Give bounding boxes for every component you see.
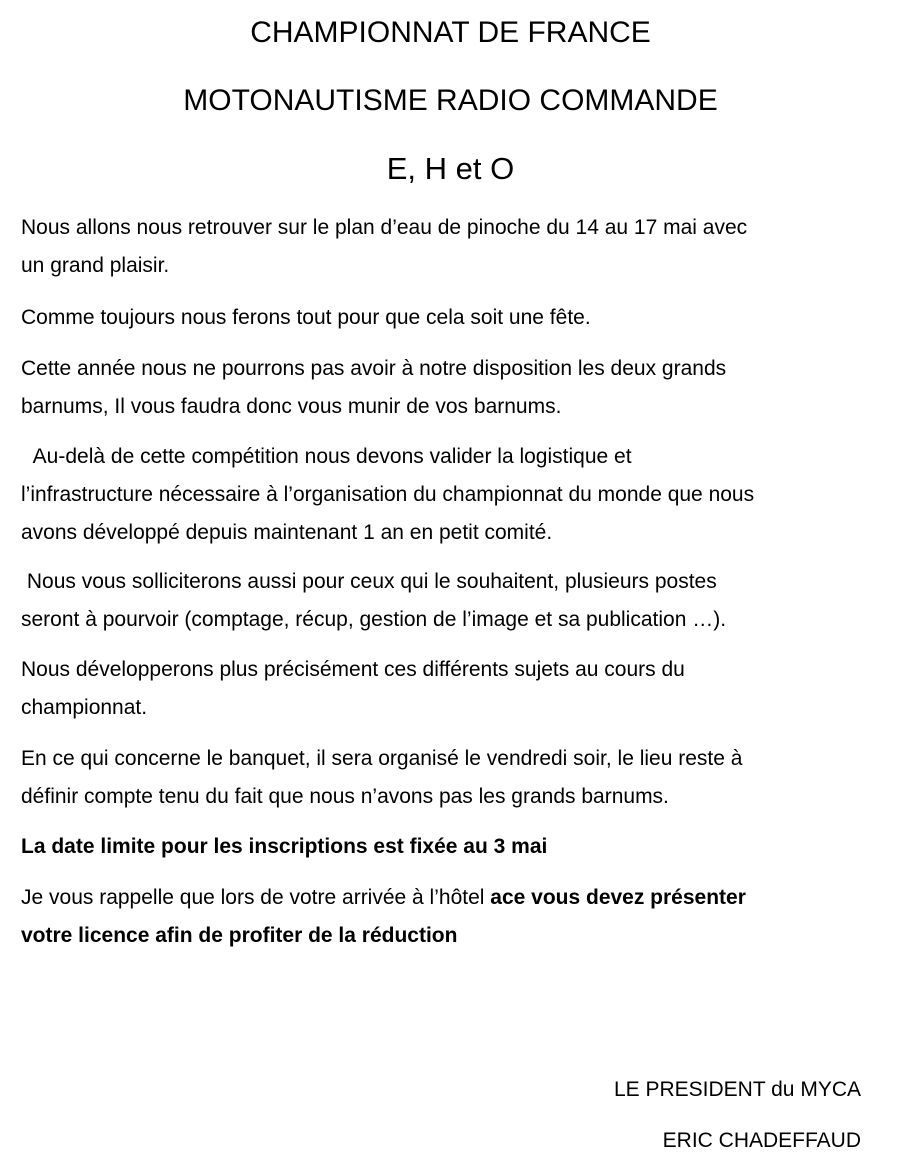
title-championship: CHAMPIONNAT DE FRANCE	[250, 16, 651, 49]
title-categories: E, H et O	[386, 151, 515, 186]
paragraph-intro: Nous allons nous retrouver sur le plan d’eau de pinoche du 14 au 17 mai avec un grand plaisir.	[21, 216, 748, 277]
paragraph-volunteers: Nous vous solliciterons aussi pour ceux qui le souhaitent, plusieurs postes seront à pourvoir (comptage, récup, gestion de l’image et sa publication …).	[21, 570, 727, 631]
paragraph-barnums: Cette année nous ne pourrons pas avoir à notre disposition les deux grands barnums, Il vous faudra donc vous munir de vos barnums.	[21, 357, 727, 418]
paragraph-banquet: En ce qui concerne le banquet, il sera organisé le vendredi soir, le lieu reste à définir compte tenu du fait que nous n’avons pas les grands barnums.	[21, 747, 743, 808]
paragraph-logistics: Au-delà de cette compétition nous devons valider la logistique et l’infrastructure nécessaire à l’organisation du championnat du monde que nous avons développé depuis maintenant 1 an en petit comité.	[21, 445, 755, 544]
paragraph-topics: Nous développerons plus précisément ces différents sujets au cours du championnat.	[21, 658, 685, 719]
paragraph-fete: Comme toujours nous ferons tout pour que cela soit une fête.	[21, 306, 591, 329]
signature-name: ERIC CHADEFFAUD	[662, 1129, 861, 1152]
paragraph-deadline: La date limite pour les inscriptions est fixée au 3 mai	[21, 835, 548, 858]
paragraph-hotel	[21, 879, 881, 955]
signature-role: LE PRESIDENT du MYCA	[613, 1078, 861, 1101]
hotel-text: Je vous rappelle que lors de votre arrivée à l’hôtel	[21, 886, 491, 909]
hotel-text-emphasis: ace vous devez présenter votre licence afin de profiter de la réduction	[21, 886, 746, 947]
title-discipline: MOTONAUTISME RADIO COMMANDE	[183, 84, 718, 117]
